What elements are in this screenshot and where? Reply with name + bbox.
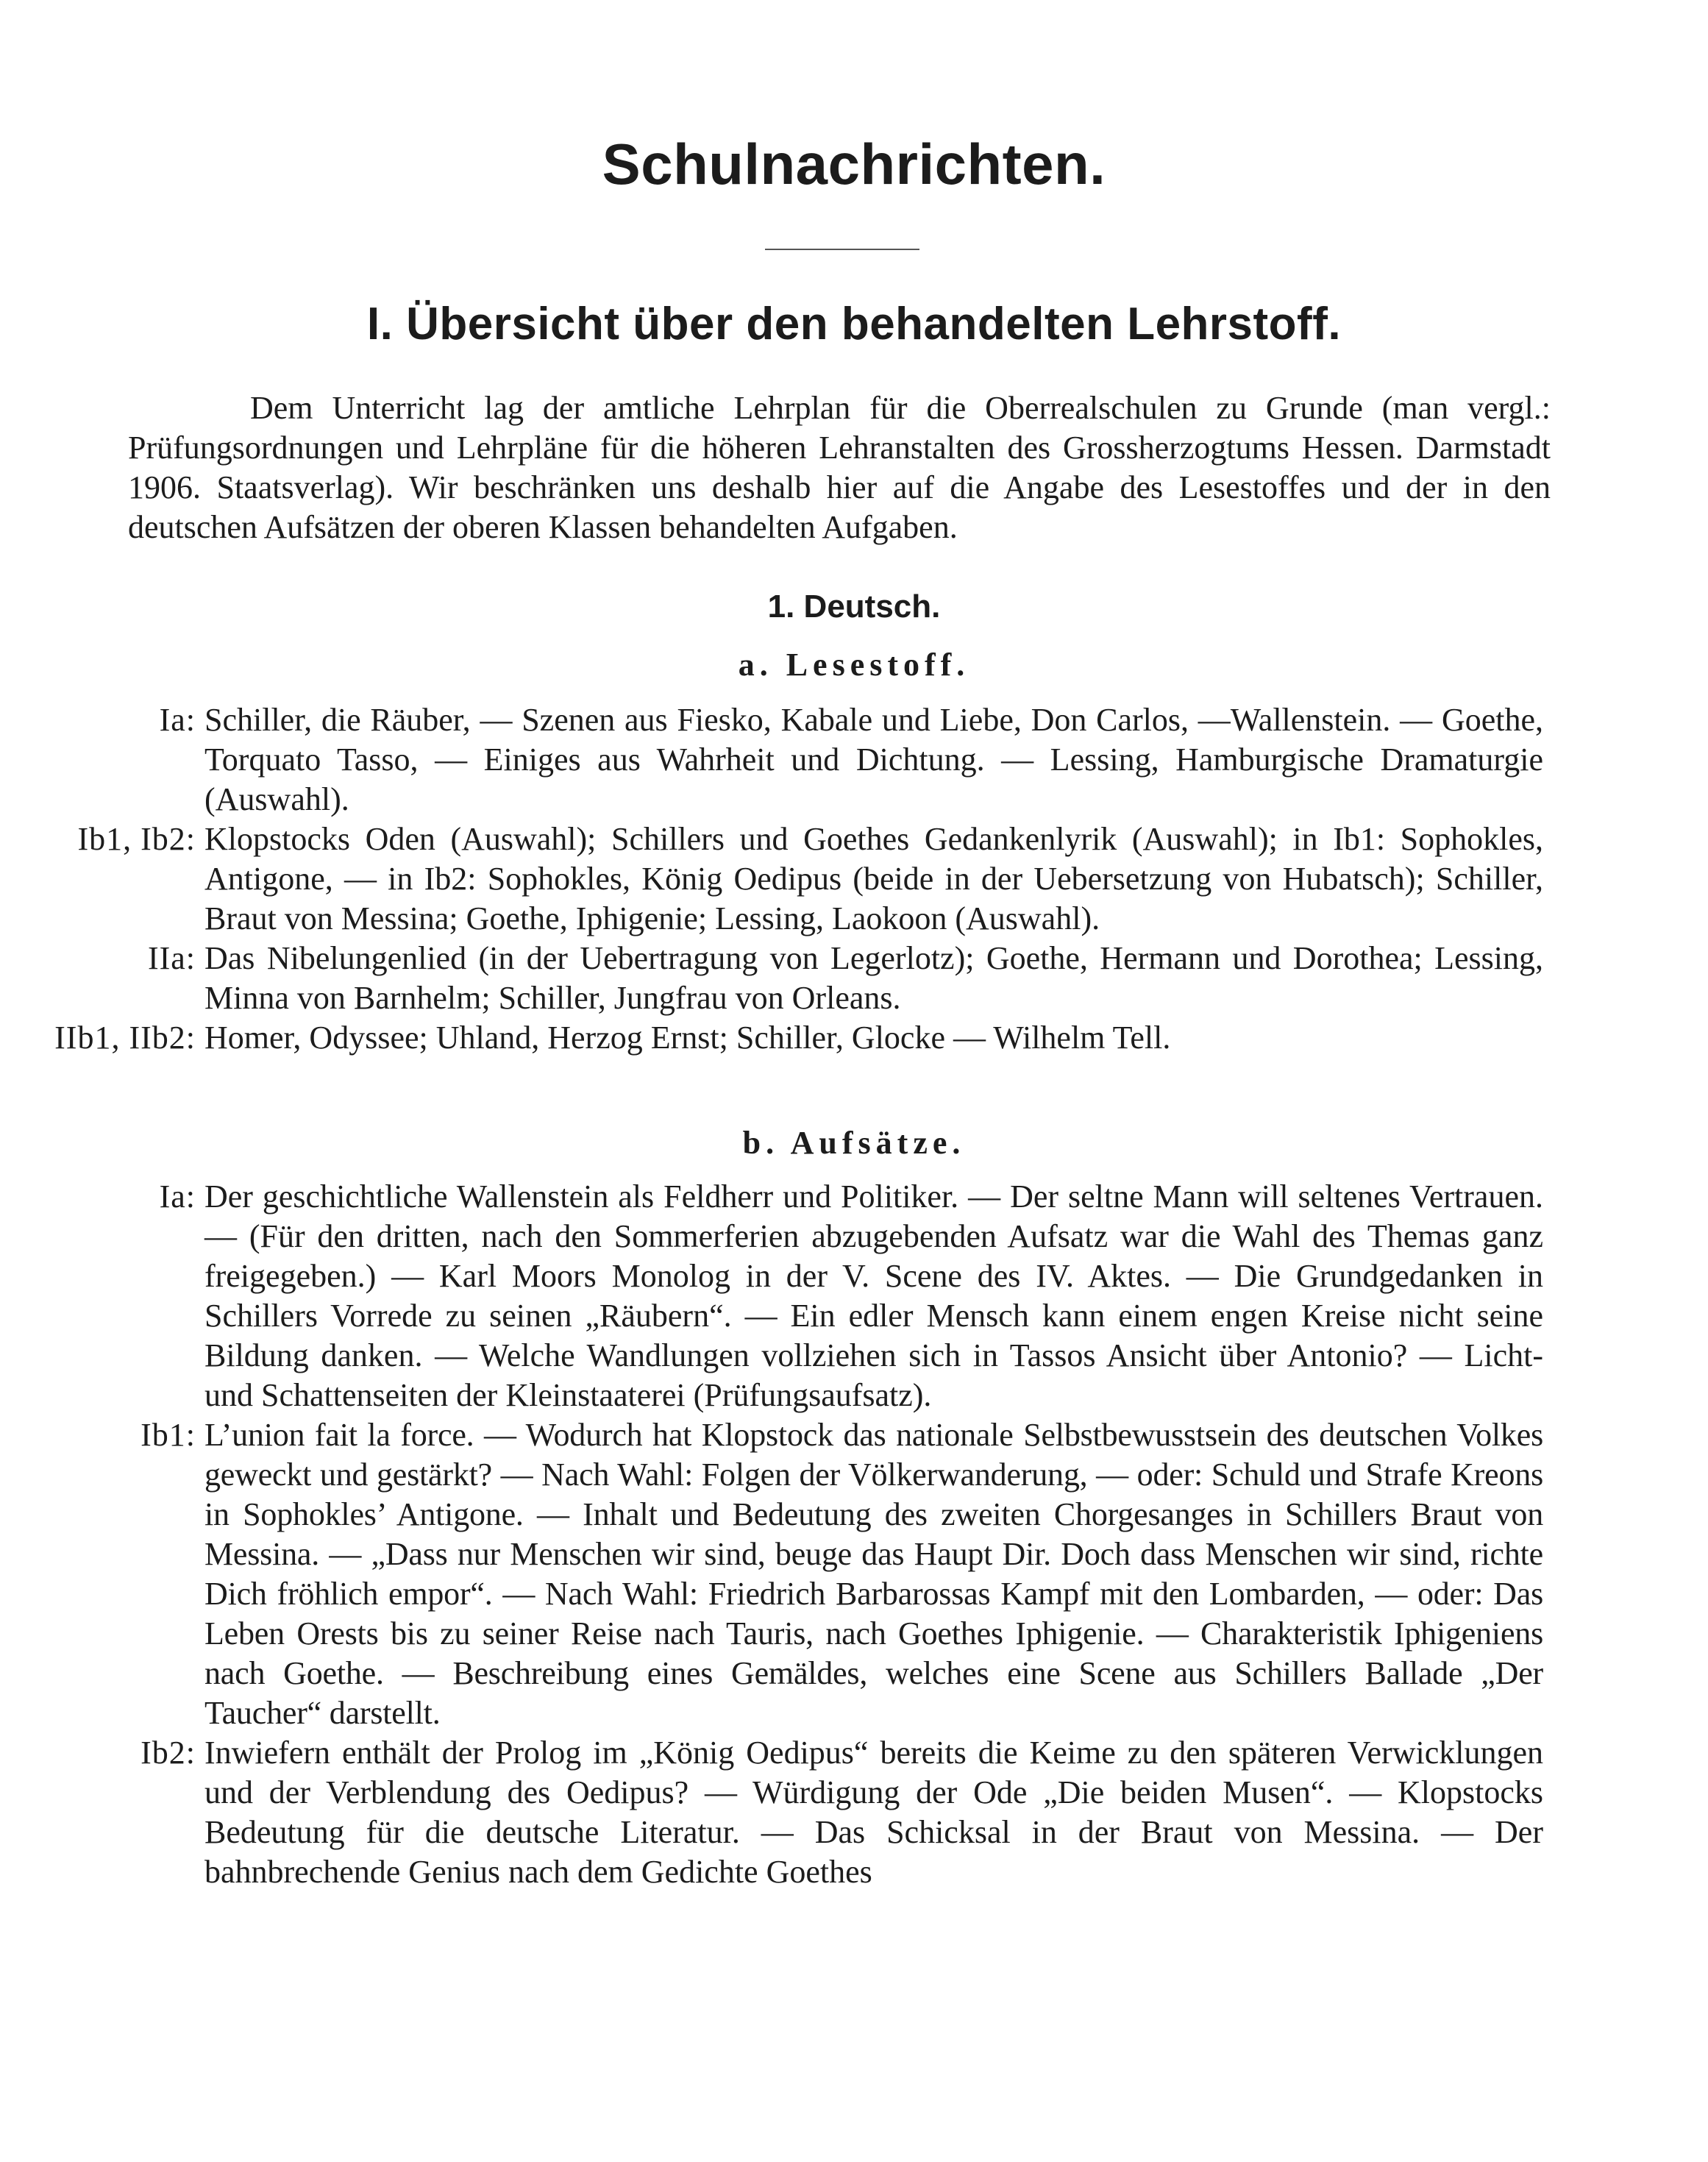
class-label: Ib1: — [140, 1417, 196, 1453]
entry-text: Homer, Odyssee; Uhland, Herzog Ernst; Schiller, Glocke — Wilhelm Tell. — [204, 1020, 1171, 1056]
class-label: Ia: — [159, 702, 196, 738]
lesestoff-list — [0, 700, 1708, 1058]
lesestoff-entry-ia — [0, 700, 1708, 819]
aufsaetze-list — [0, 1177, 1708, 1892]
aufsaetze-heading — [0, 1124, 1708, 1162]
class-label: Ib1, Ib2: — [77, 821, 196, 857]
entry-text: Schiller, die Räuber, — Szenen aus Fiesko, Kabale und Liebe, Don Carlos, —Wallenstein. — Goethe, Torquato Tasso, — Einiges aus Wahrheit und Dichtung. — Lessing, Hamburgische Dramaturgie (Auswahl). — [204, 702, 1543, 817]
intro-paragraph: Dem Unterricht lag der amtliche Lehrplan für die Oberrealschulen zu Grunde (man vergl.: Prüfungsordnungen und Lehrpläne für die höheren Lehranstalten des Grossherzogtums Hessen. Darmstadt 1906. Staatsverlag). Wir beschränken uns deshalb hier auf die Angabe des Lesestoffes und der in den deutschen Aufsätzen der oberen Klassen behandelten Aufgaben. — [128, 390, 1551, 545]
page-title: Schulnachrichten. — [602, 132, 1106, 196]
entry-text: Klopstocks Oden (Auswahl); Schillers und Goethes Gedankenlyrik (Auswahl); in Ib1: Sophokles, Antigone, — in Ib2: Sophokles, König Oedipus (beide in der Uebersetzung von Hubatsch); Schiller, Braut von Messina; Goethe, Iphigenie; Lessing, Laokoon (Auswahl). — [204, 821, 1543, 936]
section-heading: I. Übersicht über den behandelten Lehrstoff. — [366, 299, 1342, 349]
aufsaetze-heading-text: b. Aufsätze. — [742, 1125, 966, 1161]
aufsaetze-entry-ib1 — [0, 1415, 1708, 1733]
lesestoff-entry-ib — [0, 819, 1708, 939]
lesestoff-entry-iia — [0, 939, 1708, 1018]
aufsaetze-entry-ib2 — [0, 1733, 1708, 1892]
lesestoff-heading — [0, 646, 1708, 683]
entry-text: L’union fait la force. — Wodurch hat Klopstock das nationale Selbstbewusstsein des deutschen Volkes geweckt und gestärkt? — Nach Wahl: Folgen der Völkerwanderung, — oder: Schuld und Strafe Kreons in Sophokles’ Antigone. — Inhalt und Bedeutung des zweiten Chorgesanges in Schillers Braut von Messina. — „Dass nur Menschen wir sind, beuge das Haupt Dir. Doch dass Menschen wir sind, richte Dich fröhlich empor“. — Nach Wahl: Friedrich Barbarossas Kampf mit den Lombarden, — oder: Das Leben Orests bis zu seiner Reise nach Tauris, nach Goethes Iphigenie. — Charakteristik Iphigeniens nach Goethe. — Beschreibung eines Gemäldes, welches eine Scene aus Schillers Ballade „Der Taucher“ darstellt. — [204, 1417, 1543, 1731]
entry-text: Der geschichtliche Wallenstein als Feldherr und Politiker. — Der seltne Mann will seltenes Vertrauen. — (Für den dritten, nach den Sommerferien abzugebenden Aufsatz war die Wahl des Themas ganz freigegeben.) — Karl Moors Monolog in der V. Scene des IV. Aktes. — Die Grundgedanken in Schillers Vorrede zu seinen „Räubern“. — Ein edler Mensch kann einem engen Kreise nicht seine Bildung danken. — Welche Wandlungen vollziehen sich in Tassos Ansicht über Antonio? — Licht- und Schattenseiten der Kleinstaaterei (Prüfungsaufsatz). — [204, 1178, 1543, 1413]
class-label: IIb1, IIb2: — [54, 1020, 196, 1056]
class-label: Ia: — [159, 1178, 196, 1215]
title-divider — [765, 249, 919, 250]
entry-text: Inwiefern enthält der Prolog im „König Oedipus“ bereits die Keime zu den späteren Verwicklungen und der Verblendung des Oedipus? — Würdigung der Ode „Die beiden Musen“. — Klopstocks Bedeutung für die deutsche Literatur. — Das Schicksal in der Braut von Messina. — Der bahnbrechende Genius nach dem Gedichte Goethes — [204, 1735, 1543, 1890]
entry-text: Das Nibelungenlied (in der Uebertragung von Legerlotz); Goethe, Hermann und Dorothea; Lessing, Minna von Barnhelm; Schiller, Jungfrau von Orleans. — [204, 940, 1543, 1016]
lesestoff-entry-iib — [0, 1018, 1708, 1058]
class-label: IIa: — [147, 940, 196, 976]
class-label: Ib2: — [140, 1735, 196, 1771]
aufsaetze-entry-ia — [0, 1177, 1708, 1415]
lesestoff-heading-text: a. Lesestoff. — [738, 647, 970, 683]
subject-heading: 1. Deutsch. — [767, 588, 941, 625]
